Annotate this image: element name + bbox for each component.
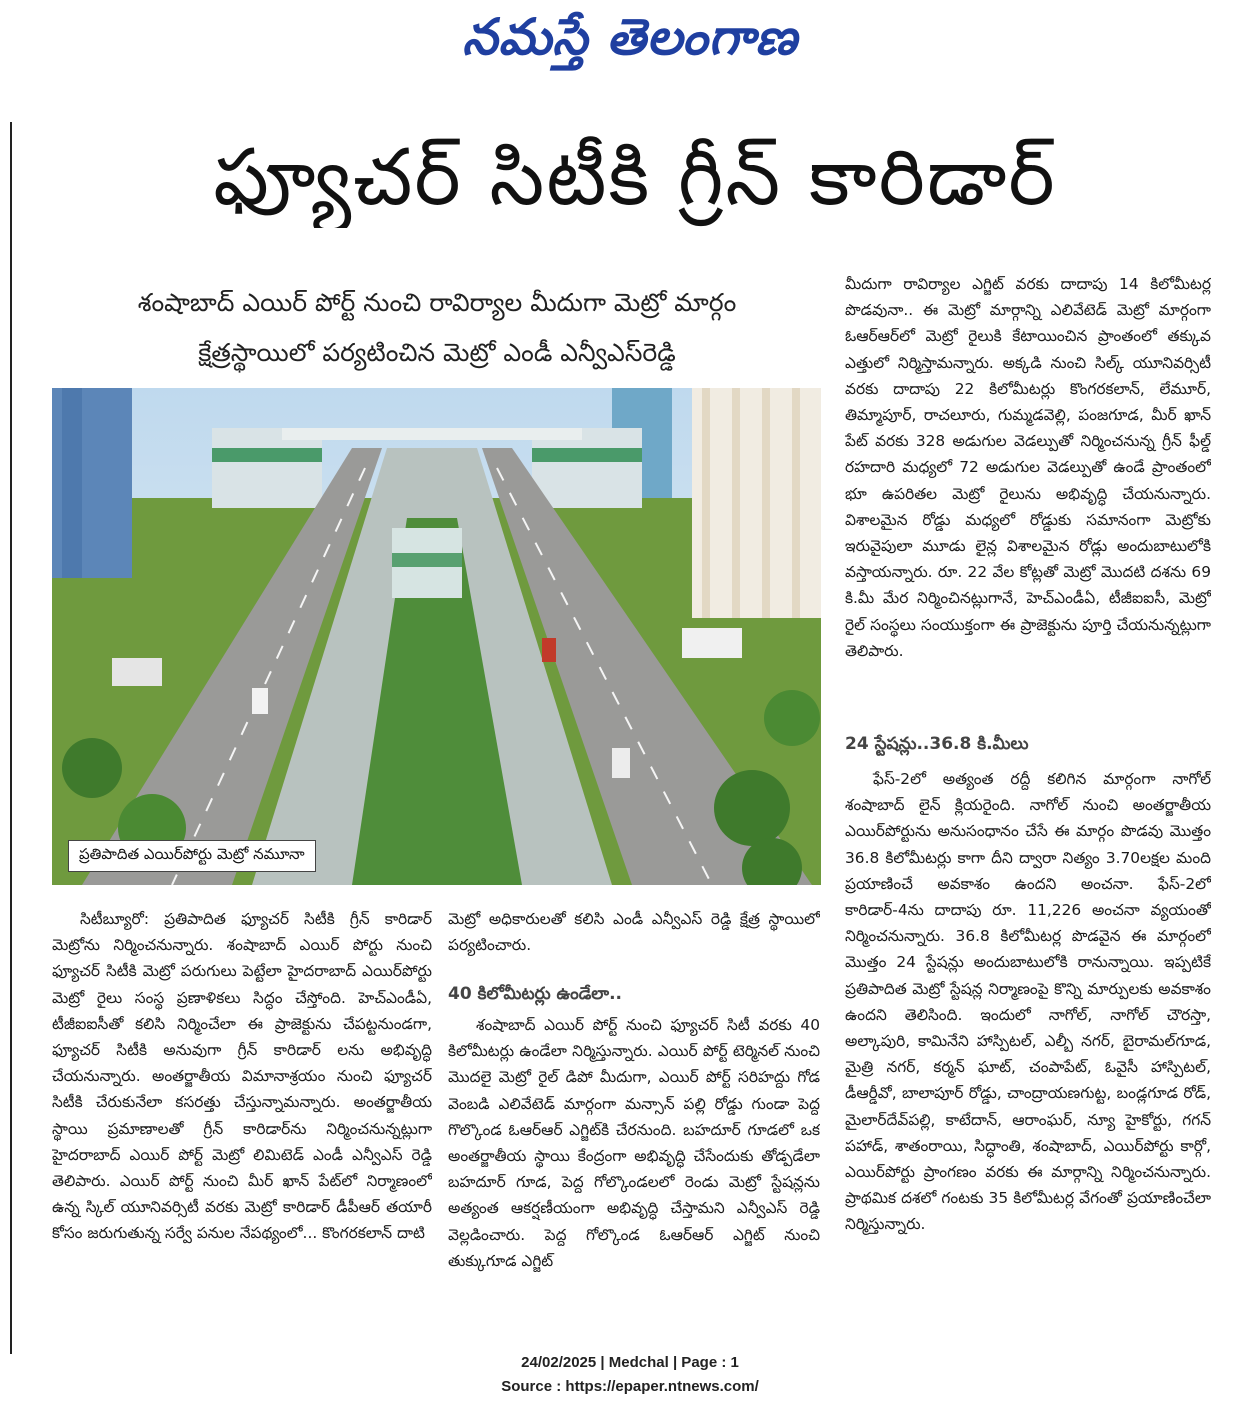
article-column-left: [52, 906, 432, 1336]
section-subtitle-40km: 40 కిలోమీటర్లు ఉండేలా..: [448, 984, 622, 1004]
body-paragraph: శంషాబాద్ ఎయిర్ పోర్ట్ నుంచి ఫ్యూచర్ సిటీ వరకు 40 కిలోమీటర్లు ఉండేలా నిర్మిస్తున్నారు. ఎయిర్ పోర్ట్ టెర్మినల్ నుంచి మొదలై మెట్రో రైల్ డిపో మీదుగా, ఎయిర్ పోర్ట్ సరిహద్దు గోడ వెంబడి ఎలివేటెడ్ మార్గంగా మన్సాన్ పల్లి రోడ్డు గుండా పెద్ద గొల్కొండ ఓఆర్ఆర్ ఎగ్జిట్‌కి చేరనుంది. బహదూర్ గూడలో ఒక అంతర్జాతీయ స్థాయి కేంద్రంగా అభివృద్ధి చేసేందుకు తోడ్పడేలా బహదూర్ గూడ, పెద్ద గోల్కొండలలో రెండు మెట్రో స్టేషన్లను అత్యంత ఆకర్షణీయంగా అభివృద్ధి చేస్తామని ఎన్వీఎస్ రెడ్డి వెల్లడించారు. పెద్ద గోల్కొండ ఓఆర్ఆర్ ఎగ్జిట్ నుంచి తుక్కుగూడ ఎగ్జిట్: [448, 1016, 820, 1270]
footer-date-edition: 24/02/2025 | Medchal | Page : 1: [521, 1354, 739, 1371]
body-paragraph: మెట్రో అధికారులతో కలిసి ఎండీ ఎన్వీఎస్ రెడ్డి క్షేత్ర స్థాయిలో పర్యటించారు.: [448, 910, 820, 955]
section-subtitle-stations: 24 స్టేషన్లు..36.8 కి.మీలు: [845, 734, 1029, 754]
photo-caption: ప్రతిపాదిత ఎయిర్‌పోర్టు మెట్రో నమూనా: [68, 840, 316, 872]
article-headline: ఫ్యూచర్ సిటీకి గ్రీన్ కారిడార్: [213, 133, 1057, 223]
footer-source: Source : https://epaper.ntnews.com/: [501, 1378, 759, 1395]
article-column-middle-bottom: [448, 1012, 820, 1336]
article-subhead-1: శంషాబాద్ ఎయిర్ పోర్ట్ నుంచి రావిర్యాల మీదుగా మెట్రో మార్గం: [137, 288, 737, 317]
body-paragraph: మీదుగా రావిర్యాల ఎగ్జిట్ వరకు దాదాపు 14 కిలోమీటర్ల పొడవునా.. ఈ మెట్రో మార్గాన్ని ఎలివేటెడ్ మెట్రో మార్గంగా ఓఆర్ఆర్‌లో మెట్రో రైలుకి కేటాయించిన ప్రాంతంలో తక్కువ ఎత్తులో నిర్మిస్తామన్నారు. అక్కడి నుంచి సిల్క్ యూనివర్సిటీ వరకు దాదాపు 22 కిలోమీటర్లు కొంగరకలాన్, లేమూర్, తిమ్మాపూర్, రాచలూరు, గుమ్మడవెల్లి, పంజగూడ, మీర్ ఖాన్ పేట్ వరకు 328 అడుగుల వెడల్పుతో నిర్మించనున్న గ్రీన్ ఫీల్డ్ రహదారి మధ్యలో 72 అడుగుల వెడల్పుతో ఉండే ప్రాంతంలో భూ ఉపరితల మెట్రో రైలును అభివృద్ధి చేయనున్నారు. విశాలమైన రోడ్డు మధ్యలో రోడ్డుకు సమానంగా మెట్రోకు ఇరువైపులా మూడు లైన్ల విశాలమైన రోడ్లు అందుబాటులోకి వస్తాయన్నారు. రూ. 22 వేల కోట్లతో మెట్రో మొదటి దశను 69 కి.మీ మేర నిర్మించినట్లుగానే, హెచ్ఎండీఏ, టీజీఐఐసీ, మెట్రో రైల్ సంస్థలు సంయుక్తంగా ఈ ప్రాజెక్టును పూర్తి చేయనున్నట్లుగా తెలిపారు.: [845, 275, 1211, 660]
article-column-right-bottom: [845, 766, 1211, 1332]
metro-corridor-illustration: [52, 388, 821, 885]
body-paragraph: ఫేస్-2లో అత్యంత రద్దీ కలిగిన మార్గంగా నాగోల్ శంషాబాద్ లైన్ క్లియరైంది. నాగోల్ నుంచి అంతర్జాతీయ ఎయిర్‌పోర్టును అనుసంధానం చేసే ఈ మార్గం పొడవు మొత్తం 36.8 కిలోమీటర్లు కాగా దీని ద్వారా నిత్యం 3.70లక్షల మంది ప్రయాణించే అవకాశం ఉందని అంచనా. ఫేస్-2లో కారిడార్-4ను దాదాపు రూ. 11,226 అంచనా వ్యయంతో నిర్మించనున్నారు. 36.8 కిలోమీటర్ల పొడవైన ఈ మార్గంలో మొత్తం 24 స్టేషన్లు అందుబాటులోకి రానున్నాయి. ఇప్పటికే ప్రతిపాదిత మెట్రో స్టేషన్ల నిర్మాణంపై కొన్ని మార్పులకు అవకాశం ఉందని తెలిసింది. ఇందులో నాగోల్, నాగోల్ చౌరస్తా, అల్కాపురి, కామినేని హాస్పిటల్, ఎల్బీ నగర్, బైరామల్‌గూడ, మైత్రి నగర్, కర్మన్ ఘాట్, చంపాపేట్, ఓవైసీ హాస్పిటల్, డీఆర్డీవో, బాలాపూర్ రోడ్డు, చాంద్రాయణగుట్ట, బండ్లగూడ రోడ్, మైలార్‌దేవ్‌పల్లి, కాటేదాన్, ఆరాంఘర్, న్యూ హైకోర్టు, గగన్ పహాడ్, శాతంరాయి, సిద్ధాంతి, శంషాబాద్, ఎయిర్‌పోర్టు కార్గో, ఎయిర్‌పోర్టు ప్రాంగణం వరకు ఈ మార్గాన్ని నిర్మించనున్నారు. ప్రాథమిక దశలో గంటకు 35 కిలోమీటర్ల వేగంతో ప్రయాణించేలా నిర్మిస్తున్నారు.: [845, 770, 1211, 1234]
article-column-right-top: [845, 271, 1211, 717]
article-subhead-2: క్షేత్రస్థాయిలో పర్యటించిన మెట్రో ఎండీ ఎన్వీఎస్‌రెడ్డి: [198, 338, 676, 367]
article-column-middle-top: [448, 906, 820, 968]
newspaper-masthead: నమస్తే తెలంగాణ: [462, 8, 798, 66]
page-border-line: [10, 122, 12, 1354]
body-paragraph: సిటీబ్యూరో: ప్రతిపాదిత ఫ్యూచర్ సిటీకి గ్రీన్ కారిడార్ మెట్రోను నిర్మించనున్నారు. శంషాబాద్ ఎయిర్ పోర్టు నుంచి ఫ్యూచర్ సిటీకి మెట్రో పరుగులు పెట్టేలా హైదరాబాద్ ఎయిర్‌పోర్టు మెట్రో రైలు సంస్థ ప్రణాళికలు సిద్ధం చేస్తోంది. హెచ్ఎండీఏ, టీజీఐఐసీతో కలిసి నిర్మించేలా ఈ ప్రాజెక్టును చేపట్టనుండగా, ఫ్యూచర్ సిటీకి అనువుగా గ్రీన్ కారిడార్ లను అభివృద్ధి చేయనున్నారు. అంతర్జాతీయ విమానాశ్రయం నుంచి ఫ్యూచర్ సిటీకి చేరుకునేలా కసరత్తు చేస్తున్నామన్నారు. అంతర్జాతీయ స్థాయి ప్రమాణాలతో గ్రీన్ కారిడార్‌ను నిర్మించనున్నట్లుగా హైదరాబాద్ ఎయిర్ పోర్ట్ మెట్రో లిమిటెడ్ ఎండీ ఎన్వీఎస్ రెడ్డి తెలిపారు. ఎయిర్ పోర్ట్ నుంచి మీర్ ఖాన్ పేట్‌లో నిర్మాణంలో ఉన్న స్కిల్ యూనివర్సిటీ వరకు మెట్రో కారిడార్ డీపీఆర్ తయారీ కోసం జరుగుతున్న సర్వే పనుల నేపథ్యంలో... కొంగరకలాన్ దాటి: [52, 910, 432, 1243]
